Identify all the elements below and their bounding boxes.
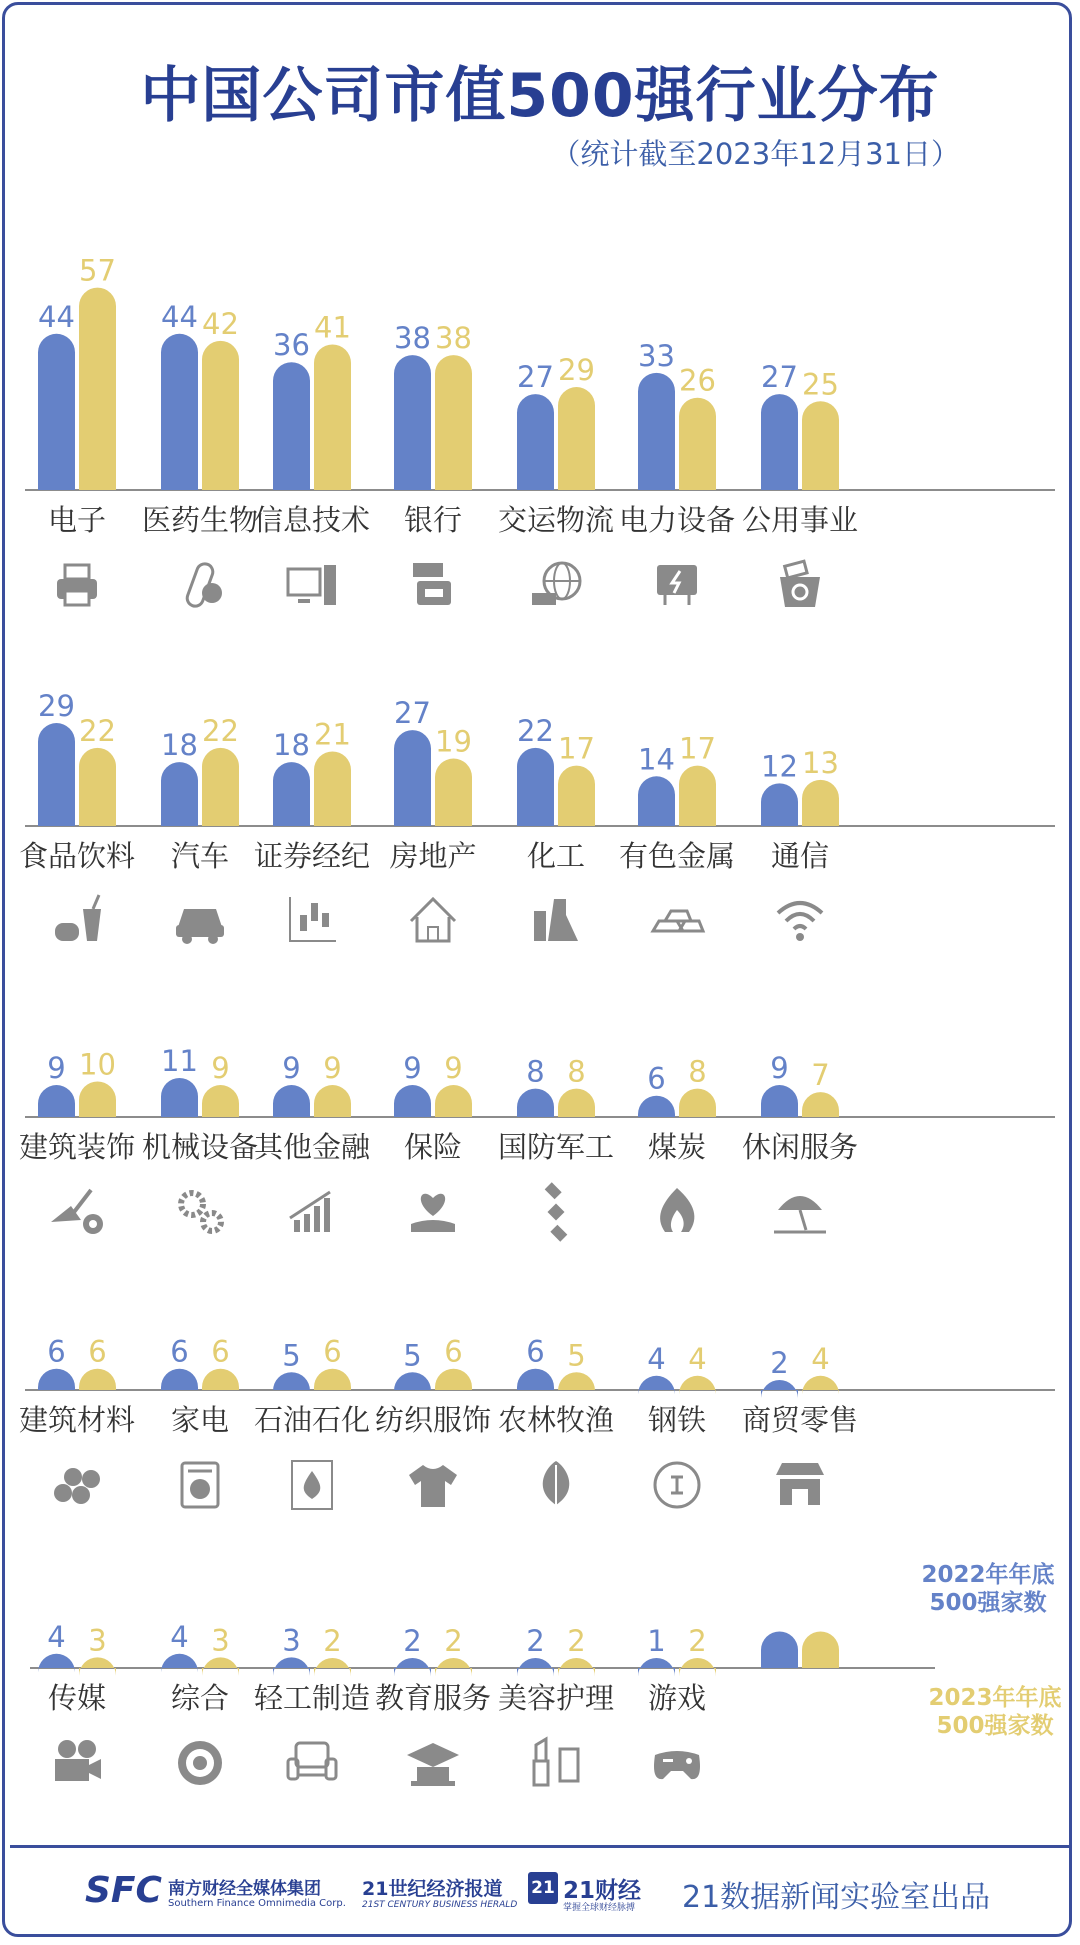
bar-2023 bbox=[435, 1085, 472, 1117]
category-label: 建筑材料 bbox=[18, 1403, 136, 1437]
bar-2023 bbox=[314, 1369, 351, 1390]
lipstick-icon bbox=[534, 1739, 578, 1785]
category-label: 通信 bbox=[770, 839, 830, 873]
bar-2023 bbox=[679, 1376, 716, 1395]
value-label-2022: 2 bbox=[526, 1624, 545, 1658]
bar-2023 bbox=[679, 398, 716, 490]
bar-2023 bbox=[802, 1092, 839, 1117]
bar-2022 bbox=[38, 1654, 75, 1673]
credit-text: 21数据新闻实验室出品 bbox=[682, 1880, 991, 1915]
category-label: 其他金融 bbox=[253, 1130, 371, 1164]
bar-2022 bbox=[761, 783, 798, 826]
bar-2023 bbox=[558, 1372, 595, 1391]
category-label: 国防军工 bbox=[497, 1130, 615, 1164]
bar-2023 bbox=[314, 344, 351, 490]
value-label-2022: 9 bbox=[282, 1051, 301, 1086]
category-label: 农林牧渔 bbox=[497, 1403, 615, 1437]
value-label-2023: 3 bbox=[88, 1623, 107, 1658]
bar-2022 bbox=[161, 1078, 198, 1117]
bar-2022 bbox=[273, 762, 310, 826]
graduation-cap-icon bbox=[407, 1743, 459, 1786]
value-label-2022: 11 bbox=[161, 1043, 198, 1078]
value-label-2023: 22 bbox=[79, 713, 116, 748]
gamepad-icon bbox=[654, 1751, 700, 1779]
category-label: 电子 bbox=[47, 503, 107, 537]
legend-label-2022: 2022年年底 bbox=[921, 1562, 1055, 1588]
value-label-2022: 36 bbox=[273, 328, 310, 363]
category-label: 商贸零售 bbox=[741, 1403, 859, 1437]
hand-heart-icon bbox=[411, 1194, 455, 1232]
c21-logo: 21财经 bbox=[563, 1878, 642, 1904]
bar-2022 bbox=[517, 1658, 554, 1677]
category-label: 公用事业 bbox=[741, 503, 859, 537]
bar-2022 bbox=[517, 394, 554, 490]
tshirt-icon bbox=[409, 1465, 457, 1507]
legend-swatch-2022 bbox=[761, 1632, 798, 1668]
category-label: 钢铁 bbox=[647, 1403, 707, 1437]
c21-slogan: 掌握全球财经脉搏 bbox=[563, 1903, 636, 1913]
bar-2022 bbox=[273, 1085, 310, 1117]
desktop-computer-icon bbox=[288, 565, 336, 605]
value-label-2023: 42 bbox=[202, 306, 239, 341]
bar-2022 bbox=[638, 1658, 675, 1677]
bar-2023 bbox=[558, 1658, 595, 1677]
storefront-icon bbox=[776, 1463, 824, 1505]
recycle-bin-icon bbox=[780, 561, 820, 607]
bar-2023 bbox=[558, 387, 595, 490]
value-label-2022: 9 bbox=[770, 1051, 789, 1086]
bar-2022 bbox=[517, 1369, 554, 1390]
value-label-2023: 6 bbox=[444, 1334, 463, 1369]
category-label: 传媒 bbox=[47, 1681, 107, 1715]
value-label-2022: 27 bbox=[761, 360, 798, 395]
bar-2023 bbox=[679, 1658, 716, 1677]
category-label: 休闲服务 bbox=[741, 1130, 859, 1164]
bar-2023 bbox=[202, 1085, 239, 1117]
bar-2022 bbox=[161, 762, 198, 826]
wifi-icon bbox=[778, 903, 822, 941]
bar-2022 bbox=[394, 1658, 431, 1677]
bar-2023 bbox=[802, 1376, 839, 1395]
legend-label-2022: 500强家数 bbox=[929, 1590, 1047, 1616]
category-label: 教育服务 bbox=[374, 1681, 492, 1715]
value-label-2022: 14 bbox=[638, 742, 675, 777]
value-label-2023: 41 bbox=[314, 310, 351, 345]
category-label: 机械设备 bbox=[141, 1130, 259, 1164]
bar-2022 bbox=[517, 748, 554, 826]
gears-icon bbox=[181, 1193, 221, 1231]
bar-2023 bbox=[314, 1085, 351, 1117]
printer-icon bbox=[57, 565, 97, 605]
value-label-2022: 5 bbox=[403, 1338, 422, 1373]
washing-machine-icon bbox=[182, 1463, 218, 1507]
bar-2023 bbox=[314, 1658, 351, 1677]
bar-2023 bbox=[558, 1089, 595, 1117]
value-label-2023: 5 bbox=[567, 1338, 586, 1373]
fire-icon bbox=[660, 1188, 694, 1232]
bar-2023 bbox=[679, 766, 716, 826]
bar-2023 bbox=[202, 1657, 239, 1676]
value-label-2022: 22 bbox=[517, 713, 554, 748]
flask-icon bbox=[534, 899, 578, 941]
bar-2022 bbox=[394, 1085, 431, 1117]
value-label-2023: 57 bbox=[79, 253, 116, 288]
legend-label-2023: 500强家数 bbox=[936, 1713, 1054, 1739]
value-label-2022: 12 bbox=[761, 749, 798, 784]
value-label-2022: 18 bbox=[273, 728, 310, 763]
logistics-globe-truck-icon bbox=[532, 563, 580, 605]
satellite-icon bbox=[545, 1182, 568, 1241]
category-label: 食品饮料 bbox=[18, 839, 136, 873]
page-subtitle: （统计截至2023年12月31日） bbox=[551, 137, 960, 171]
legend-label-2023: 2023年年底 bbox=[928, 1685, 1062, 1711]
bar-2023 bbox=[558, 766, 595, 826]
sfc-name: 南方财经全媒体集团 bbox=[168, 1879, 321, 1899]
oil-drop-icon bbox=[292, 1461, 332, 1509]
sfc-name-en: Southern Finance Omnimedia Corp. bbox=[168, 1898, 346, 1909]
page-title: 中国公司市值500强行业分布 bbox=[140, 61, 940, 131]
value-label-2022: 4 bbox=[170, 1619, 189, 1654]
value-label-2022: 27 bbox=[517, 360, 554, 395]
bar-2023 bbox=[202, 1369, 239, 1390]
value-label-2022: 8 bbox=[526, 1054, 545, 1089]
category-label: 综合 bbox=[170, 1681, 230, 1715]
armchair-icon bbox=[288, 1743, 336, 1779]
herald-logo-en: 21ST CENTURY BUSINESS HERALD bbox=[362, 1900, 518, 1910]
bar-2022 bbox=[273, 1657, 310, 1676]
pipes-icon bbox=[54, 1468, 100, 1504]
bar-2023 bbox=[79, 748, 116, 826]
burger-drink-icon bbox=[55, 895, 101, 941]
bar-2022 bbox=[761, 394, 798, 490]
growth-chart-icon bbox=[290, 1192, 330, 1232]
value-label-2023: 3 bbox=[211, 1623, 230, 1658]
bar-2023 bbox=[435, 1369, 472, 1390]
value-label-2023: 7 bbox=[811, 1058, 830, 1093]
value-label-2023: 22 bbox=[202, 713, 239, 748]
bar-2022 bbox=[161, 334, 198, 490]
sfc-logo: SFC bbox=[85, 1870, 162, 1911]
category-label: 房地产 bbox=[389, 839, 477, 873]
value-label-2023: 2 bbox=[567, 1624, 586, 1658]
bar-2023 bbox=[435, 355, 472, 490]
bar-2022 bbox=[38, 1369, 75, 1390]
category-label: 交运物流 bbox=[497, 503, 615, 537]
category-label: 轻工制造 bbox=[253, 1681, 371, 1715]
bar-2022 bbox=[761, 1380, 798, 1399]
category-label: 美容护理 bbox=[497, 1681, 615, 1715]
value-label-2023: 4 bbox=[811, 1341, 830, 1376]
category-label: 电力设备 bbox=[618, 503, 736, 537]
value-label-2022: 1 bbox=[647, 1624, 666, 1658]
value-label-2023: 8 bbox=[688, 1054, 707, 1089]
gold-bars-icon bbox=[653, 911, 703, 931]
pills-icon bbox=[185, 562, 222, 609]
bar-2022 bbox=[161, 1654, 198, 1673]
bar-2022 bbox=[394, 730, 431, 826]
value-label-2022: 6 bbox=[647, 1061, 666, 1096]
category-label: 家电 bbox=[170, 1403, 230, 1437]
category-label: 化工 bbox=[526, 839, 586, 873]
value-label-2022: 44 bbox=[38, 299, 75, 334]
bar-2023 bbox=[802, 780, 839, 826]
target-icon bbox=[178, 1741, 222, 1785]
value-label-2022: 6 bbox=[47, 1334, 66, 1369]
value-label-2023: 9 bbox=[444, 1051, 463, 1086]
value-label-2023: 2 bbox=[688, 1624, 707, 1658]
category-label: 保险 bbox=[403, 1130, 463, 1164]
value-label-2023: 2 bbox=[444, 1624, 463, 1658]
category-label: 游戏 bbox=[647, 1681, 707, 1715]
value-label-2022: 29 bbox=[38, 689, 75, 724]
value-label-2023: 10 bbox=[79, 1047, 116, 1082]
value-label-2022: 3 bbox=[282, 1623, 301, 1658]
category-label: 有色金属 bbox=[618, 839, 736, 873]
value-label-2022: 9 bbox=[403, 1051, 422, 1086]
value-label-2023: 6 bbox=[88, 1334, 107, 1369]
bar-2023 bbox=[79, 1369, 116, 1390]
bar-2023 bbox=[79, 1657, 116, 1676]
bar-2022 bbox=[38, 334, 75, 490]
bar-2022 bbox=[638, 1096, 675, 1117]
bar-2022 bbox=[38, 723, 75, 826]
house-icon bbox=[411, 899, 455, 941]
power-box-icon bbox=[657, 565, 697, 605]
footer bbox=[0, 1870, 1080, 1920]
value-label-2022: 18 bbox=[161, 728, 198, 763]
value-label-2022: 5 bbox=[282, 1338, 301, 1373]
value-label-2023: 29 bbox=[558, 353, 595, 388]
value-label-2023: 6 bbox=[323, 1334, 342, 1369]
value-label-2022: 6 bbox=[170, 1334, 189, 1369]
value-label-2023: 19 bbox=[435, 724, 472, 759]
shovel-icon bbox=[51, 1190, 103, 1234]
category-label: 建筑装饰 bbox=[18, 1130, 136, 1164]
category-label: 纺织服饰 bbox=[374, 1403, 492, 1437]
bar-2023 bbox=[802, 401, 839, 490]
value-label-2022: 2 bbox=[403, 1624, 422, 1658]
value-label-2022: 4 bbox=[47, 1619, 66, 1654]
value-label-2023: 8 bbox=[567, 1054, 586, 1089]
bar-2022 bbox=[638, 373, 675, 490]
category-label: 汽车 bbox=[170, 839, 230, 873]
category-label: 医药生物 bbox=[141, 503, 259, 537]
category-label: 信息技术 bbox=[253, 503, 371, 537]
category-label: 石油石化 bbox=[253, 1403, 371, 1437]
car-icon bbox=[176, 909, 224, 944]
category-label: 煤炭 bbox=[647, 1130, 707, 1164]
value-label-2022: 2 bbox=[770, 1346, 789, 1380]
value-label-2022: 6 bbox=[526, 1334, 545, 1369]
value-label-2022: 44 bbox=[161, 299, 198, 334]
footer-divider bbox=[10, 1845, 1070, 1848]
bar-2022 bbox=[273, 1372, 310, 1391]
value-label-2023: 9 bbox=[323, 1051, 342, 1086]
steel-beam-icon bbox=[655, 1463, 699, 1507]
bar-2022 bbox=[517, 1089, 554, 1117]
bar-2022 bbox=[638, 1376, 675, 1395]
bar-2023 bbox=[435, 759, 472, 826]
bar-2023 bbox=[314, 751, 351, 826]
value-label-2022: 33 bbox=[638, 338, 675, 373]
umbrella-icon bbox=[774, 1196, 826, 1232]
value-label-2023: 38 bbox=[435, 321, 472, 356]
c21-logo-box: 21 bbox=[528, 1872, 558, 1904]
value-label-2022: 27 bbox=[394, 696, 431, 731]
leaf-icon bbox=[543, 1461, 570, 1509]
bar-2022 bbox=[761, 1085, 798, 1117]
value-label-2022: 9 bbox=[47, 1051, 66, 1086]
value-label-2023: 2 bbox=[323, 1624, 342, 1658]
bar-2023 bbox=[435, 1658, 472, 1677]
value-label-2023: 4 bbox=[688, 1341, 707, 1376]
category-label: 银行 bbox=[403, 503, 463, 537]
bar-2022 bbox=[161, 1369, 198, 1390]
bar-2023 bbox=[79, 288, 116, 490]
bar-2022 bbox=[394, 1372, 431, 1391]
value-label-2023: 26 bbox=[679, 363, 716, 398]
legend-swatch-2023 bbox=[802, 1632, 839, 1668]
value-label-2023: 17 bbox=[558, 731, 595, 766]
bar-2023 bbox=[202, 748, 239, 826]
bar-2022 bbox=[38, 1085, 75, 1117]
bar-2022 bbox=[394, 355, 431, 490]
bar-2023 bbox=[202, 341, 239, 490]
herald-logo: 21世纪经济报道 bbox=[362, 1878, 503, 1900]
value-label-2022: 38 bbox=[394, 321, 431, 356]
value-label-2023: 21 bbox=[314, 717, 351, 752]
value-label-2023: 9 bbox=[211, 1051, 230, 1086]
candlestick-icon bbox=[290, 897, 336, 941]
bar-2023 bbox=[79, 1082, 116, 1118]
value-label-2023: 25 bbox=[802, 367, 839, 402]
category-label: 证券经纪 bbox=[253, 839, 371, 873]
value-label-2022: 4 bbox=[647, 1341, 666, 1376]
film-camera-icon bbox=[55, 1740, 101, 1781]
value-label-2023: 6 bbox=[211, 1334, 230, 1369]
bar-2023 bbox=[679, 1089, 716, 1117]
bar-2022 bbox=[638, 776, 675, 826]
value-label-2023: 13 bbox=[802, 745, 839, 780]
bar-2022 bbox=[273, 362, 310, 490]
pos-terminal-icon bbox=[413, 563, 451, 605]
value-label-2023: 17 bbox=[679, 731, 716, 766]
